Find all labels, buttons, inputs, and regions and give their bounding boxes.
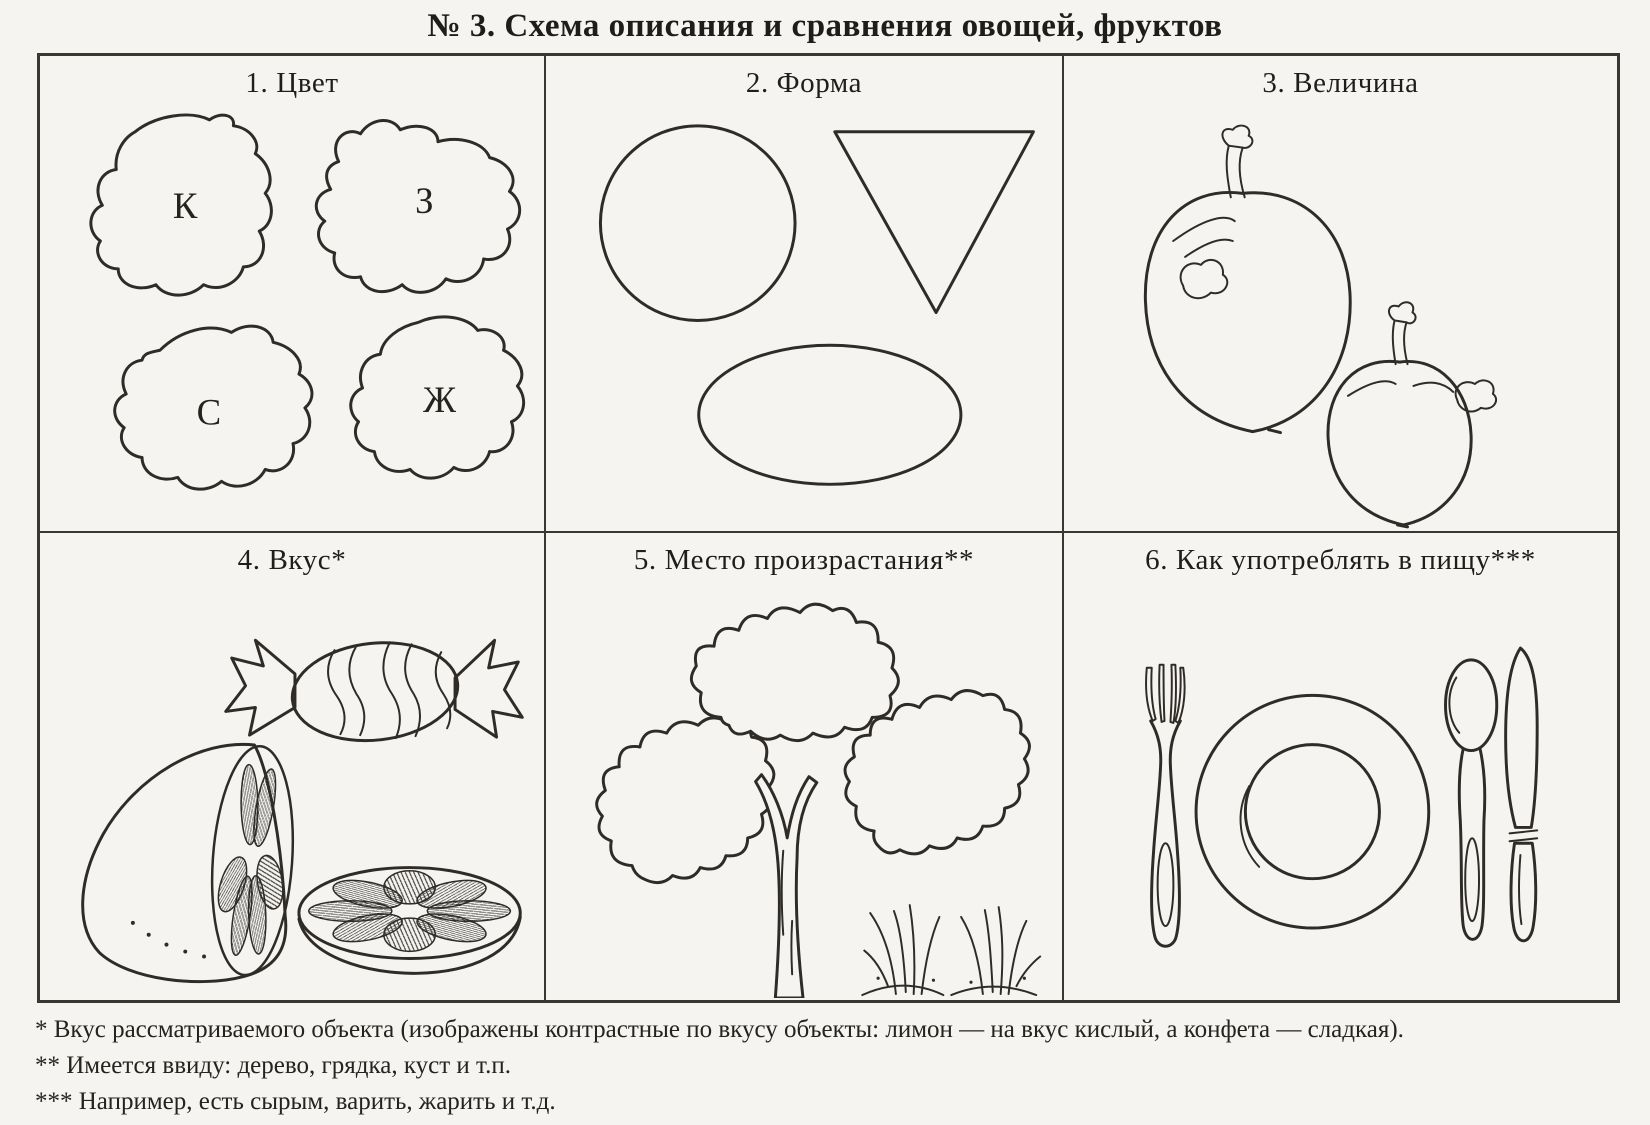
cell-shape-header: 2. Форма <box>745 67 863 99</box>
footnote-usage: *** Например, есть сырым, варить, жарить и т.д. <box>35 1088 556 1115</box>
schema-table <box>37 53 1620 1003</box>
cell-taste <box>40 533 546 1000</box>
cell-size <box>1064 56 1617 533</box>
cell-color <box>40 56 546 533</box>
taste-drawing <box>40 579 544 998</box>
tree-drawing <box>546 579 1062 998</box>
cell-color-header: 1. Цвет <box>245 67 339 99</box>
fork <box>1146 665 1185 946</box>
cell-usage <box>1064 533 1617 1000</box>
plate <box>1196 695 1429 928</box>
color-letter-blue: С <box>196 391 222 433</box>
cell-usage-header: 6. Как употреблять в пищу*** <box>1145 544 1536 576</box>
shapes-drawing <box>546 102 1062 529</box>
color-blob-red <box>91 115 272 295</box>
color-blobs-drawing <box>40 102 544 529</box>
page-title: № 3. Схема описания и сравнения овощей, фруктов <box>427 8 1223 44</box>
knife <box>1506 648 1538 941</box>
table-setting-drawing <box>1064 579 1617 998</box>
cell-size-header: 3. Величина <box>1262 67 1419 99</box>
footnote-taste: * Вкус рассматриваемого объекта (изображены контрастные по вкусу объекты: лимон — на вкус кислый, а конфета — сладкая). <box>35 1016 1404 1043</box>
color-blob-green <box>316 121 519 293</box>
candy <box>226 635 522 749</box>
cell-taste-header: 4. Вкус* <box>237 544 347 576</box>
lemon-slice-segments <box>309 871 511 952</box>
triangle-shape <box>835 132 1034 313</box>
cell-place <box>546 533 1064 1000</box>
cell-shape <box>546 56 1064 533</box>
color-blob-blue <box>115 326 312 489</box>
circle-shape <box>600 126 795 321</box>
ellipse-shape <box>699 345 961 484</box>
lemon-rind-dots <box>131 921 206 959</box>
color-letter-red: К <box>172 185 198 227</box>
color-blob-yellow <box>351 317 524 478</box>
lemon-half <box>83 744 300 982</box>
small-apple <box>1328 302 1496 527</box>
apples-drawing <box>1064 102 1617 529</box>
grass-tufts <box>862 905 1040 995</box>
cell-place-header: 5. Место произрастания** <box>633 544 975 576</box>
footnote-place: ** Имеется ввиду: дерево, грядка, куст и т.п. <box>35 1052 511 1079</box>
color-letter-yellow: Ж <box>423 378 457 420</box>
color-letter-green: З <box>415 180 434 222</box>
lemon-slice <box>299 868 520 974</box>
tree-crown <box>597 604 1030 882</box>
big-apple <box>1145 126 1350 433</box>
footnotes <box>35 1012 1615 1120</box>
lemon-half-face <box>205 744 300 978</box>
spoon <box>1445 660 1496 939</box>
